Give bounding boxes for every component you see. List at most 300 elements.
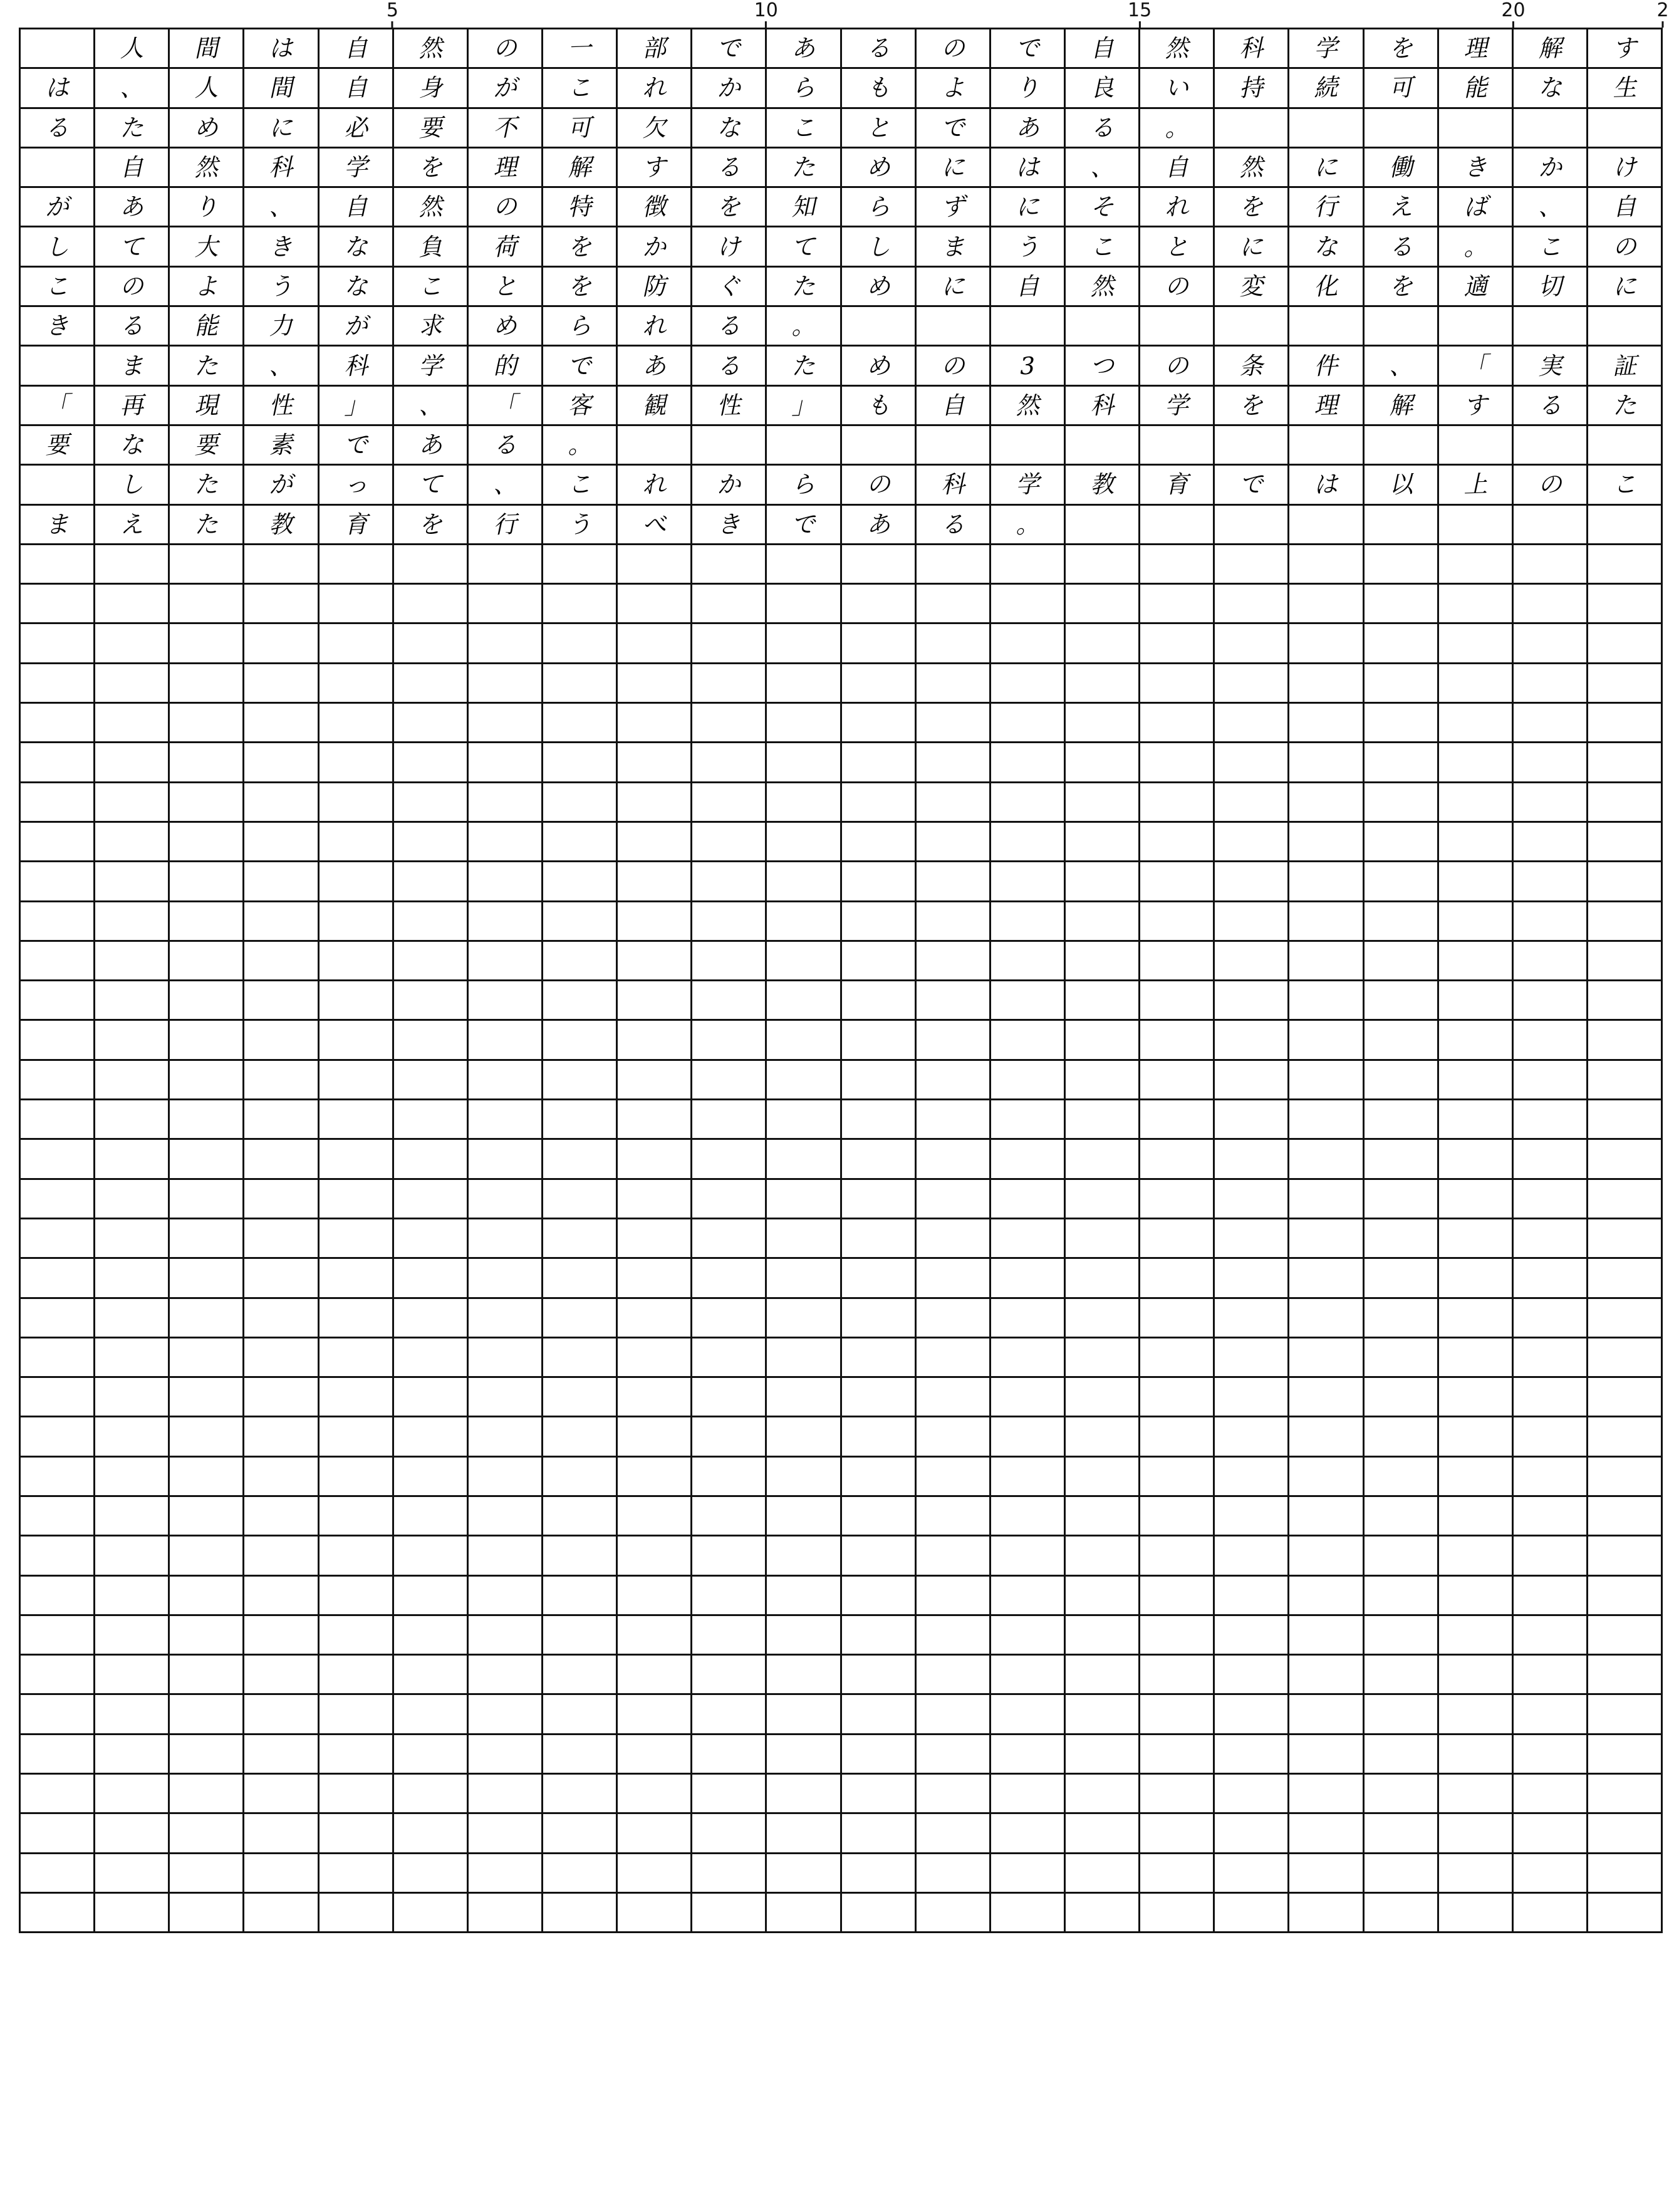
manuscript-cell[interactable] xyxy=(917,585,991,624)
manuscript-cell[interactable] xyxy=(1514,347,1588,386)
manuscript-cell[interactable] xyxy=(1439,307,1514,347)
manuscript-cell[interactable] xyxy=(842,1695,917,1735)
manuscript-cell[interactable] xyxy=(21,307,95,347)
manuscript-cell[interactable] xyxy=(1588,1021,1663,1060)
manuscript-cell[interactable] xyxy=(320,426,394,466)
manuscript-cell[interactable] xyxy=(1588,1417,1663,1457)
manuscript-cell[interactable] xyxy=(991,1894,1066,1933)
manuscript-cell[interactable] xyxy=(692,1180,767,1219)
manuscript-cell[interactable] xyxy=(244,545,319,585)
manuscript-cell[interactable] xyxy=(618,1735,692,1775)
manuscript-cell[interactable] xyxy=(1588,506,1663,545)
manuscript-cell[interactable] xyxy=(842,783,917,823)
manuscript-cell[interactable] xyxy=(244,1180,319,1219)
manuscript-cell[interactable] xyxy=(170,942,244,981)
manuscript-cell[interactable] xyxy=(1289,545,1364,585)
manuscript-cell[interactable] xyxy=(1289,624,1364,664)
manuscript-cell[interactable] xyxy=(1289,1259,1364,1298)
manuscript-cell[interactable] xyxy=(1215,783,1289,823)
manuscript-cell[interactable] xyxy=(95,149,170,188)
manuscript-cell[interactable] xyxy=(21,1338,95,1378)
manuscript-cell[interactable] xyxy=(1514,1417,1588,1457)
manuscript-cell[interactable] xyxy=(767,347,841,386)
manuscript-cell[interactable] xyxy=(95,1695,170,1735)
manuscript-cell[interactable] xyxy=(170,545,244,585)
manuscript-cell[interactable] xyxy=(1215,1061,1289,1100)
manuscript-cell[interactable] xyxy=(543,1497,618,1536)
manuscript-cell[interactable] xyxy=(1588,466,1663,505)
manuscript-cell[interactable] xyxy=(1289,387,1364,426)
manuscript-cell[interactable] xyxy=(1066,1338,1140,1378)
manuscript-cell[interactable] xyxy=(692,823,767,862)
manuscript-cell[interactable] xyxy=(394,1219,469,1259)
manuscript-cell[interactable] xyxy=(618,1616,692,1656)
manuscript-cell[interactable] xyxy=(1215,227,1289,267)
manuscript-cell[interactable] xyxy=(991,1299,1066,1338)
manuscript-cell[interactable] xyxy=(842,268,917,307)
manuscript-cell[interactable] xyxy=(1439,1458,1514,1497)
manuscript-cell[interactable] xyxy=(618,862,692,902)
manuscript-cell[interactable] xyxy=(170,1458,244,1497)
manuscript-cell[interactable] xyxy=(21,29,95,69)
manuscript-cell[interactable] xyxy=(95,1219,170,1259)
manuscript-cell[interactable] xyxy=(917,704,991,743)
manuscript-cell[interactable] xyxy=(1289,1656,1364,1695)
manuscript-cell[interactable] xyxy=(21,1616,95,1656)
manuscript-cell[interactable] xyxy=(1215,1616,1289,1656)
manuscript-cell[interactable] xyxy=(1439,981,1514,1021)
manuscript-cell[interactable] xyxy=(1588,426,1663,466)
manuscript-cell[interactable] xyxy=(320,585,394,624)
manuscript-cell[interactable] xyxy=(1289,1854,1364,1894)
manuscript-cell[interactable] xyxy=(1439,942,1514,981)
manuscript-cell[interactable] xyxy=(469,981,543,1021)
manuscript-cell[interactable] xyxy=(842,862,917,902)
manuscript-cell[interactable] xyxy=(1514,1299,1588,1338)
manuscript-cell[interactable] xyxy=(469,506,543,545)
manuscript-cell[interactable] xyxy=(394,1894,469,1933)
manuscript-cell[interactable] xyxy=(543,902,618,942)
manuscript-cell[interactable] xyxy=(1439,1021,1514,1060)
manuscript-cell[interactable] xyxy=(618,1219,692,1259)
manuscript-cell[interactable] xyxy=(1588,1695,1663,1735)
manuscript-cell[interactable] xyxy=(917,545,991,585)
manuscript-cell[interactable] xyxy=(469,1180,543,1219)
manuscript-cell[interactable] xyxy=(21,1775,95,1814)
manuscript-cell[interactable] xyxy=(842,1259,917,1298)
manuscript-cell[interactable] xyxy=(618,664,692,704)
manuscript-cell[interactable] xyxy=(692,307,767,347)
manuscript-cell[interactable] xyxy=(692,1577,767,1616)
manuscript-cell[interactable] xyxy=(917,1259,991,1298)
manuscript-cell[interactable] xyxy=(543,862,618,902)
manuscript-cell[interactable] xyxy=(917,1894,991,1933)
manuscript-cell[interactable] xyxy=(394,585,469,624)
manuscript-cell[interactable] xyxy=(1514,268,1588,307)
manuscript-cell[interactable] xyxy=(917,1219,991,1259)
manuscript-cell[interactable] xyxy=(170,1695,244,1735)
manuscript-cell[interactable] xyxy=(842,545,917,585)
manuscript-cell[interactable] xyxy=(991,823,1066,862)
manuscript-cell[interactable] xyxy=(1215,29,1289,69)
manuscript-cell[interactable] xyxy=(95,1656,170,1695)
manuscript-cell[interactable] xyxy=(917,109,991,149)
manuscript-cell[interactable] xyxy=(394,1536,469,1576)
manuscript-cell[interactable] xyxy=(1289,347,1364,386)
manuscript-cell[interactable] xyxy=(244,307,319,347)
manuscript-cell[interactable] xyxy=(543,69,618,108)
manuscript-cell[interactable] xyxy=(1140,902,1215,942)
manuscript-cell[interactable] xyxy=(394,1259,469,1298)
manuscript-cell[interactable] xyxy=(1066,783,1140,823)
manuscript-cell[interactable] xyxy=(320,1695,394,1735)
manuscript-cell[interactable] xyxy=(692,902,767,942)
manuscript-cell[interactable] xyxy=(767,1814,841,1854)
manuscript-cell[interactable] xyxy=(1289,1894,1364,1933)
manuscript-cell[interactable] xyxy=(1215,823,1289,862)
manuscript-cell[interactable] xyxy=(692,743,767,783)
manuscript-cell[interactable] xyxy=(767,1180,841,1219)
manuscript-cell[interactable] xyxy=(543,307,618,347)
manuscript-cell[interactable] xyxy=(1140,624,1215,664)
manuscript-cell[interactable] xyxy=(767,1695,841,1735)
manuscript-cell[interactable] xyxy=(543,1577,618,1616)
manuscript-cell[interactable] xyxy=(767,902,841,942)
manuscript-cell[interactable] xyxy=(1140,69,1215,108)
manuscript-cell[interactable] xyxy=(1215,1735,1289,1775)
manuscript-cell[interactable] xyxy=(1140,1417,1215,1457)
manuscript-cell[interactable] xyxy=(1588,347,1663,386)
manuscript-cell[interactable] xyxy=(543,783,618,823)
manuscript-cell[interactable] xyxy=(917,1100,991,1140)
manuscript-cell[interactable] xyxy=(320,188,394,227)
manuscript-cell[interactable] xyxy=(1514,1656,1588,1695)
manuscript-cell[interactable] xyxy=(170,506,244,545)
manuscript-cell[interactable] xyxy=(917,227,991,267)
manuscript-cell[interactable] xyxy=(1439,862,1514,902)
manuscript-cell[interactable] xyxy=(767,1299,841,1338)
manuscript-cell[interactable] xyxy=(1514,585,1588,624)
manuscript-cell[interactable] xyxy=(1066,1854,1140,1894)
manuscript-cell[interactable] xyxy=(842,69,917,108)
manuscript-cell[interactable] xyxy=(95,1814,170,1854)
manuscript-cell[interactable] xyxy=(1289,1061,1364,1100)
manuscript-cell[interactable] xyxy=(469,149,543,188)
manuscript-cell[interactable] xyxy=(1140,149,1215,188)
manuscript-cell[interactable] xyxy=(1066,347,1140,386)
manuscript-cell[interactable] xyxy=(1140,1180,1215,1219)
manuscript-cell[interactable] xyxy=(394,188,469,227)
manuscript-cell[interactable] xyxy=(21,981,95,1021)
manuscript-cell[interactable] xyxy=(618,1656,692,1695)
manuscript-cell[interactable] xyxy=(1289,149,1364,188)
manuscript-cell[interactable] xyxy=(1439,1695,1514,1735)
manuscript-cell[interactable] xyxy=(842,1338,917,1378)
manuscript-cell[interactable] xyxy=(917,1656,991,1695)
manuscript-cell[interactable] xyxy=(842,704,917,743)
manuscript-cell[interactable] xyxy=(917,387,991,426)
manuscript-cell[interactable] xyxy=(1439,1338,1514,1378)
manuscript-cell[interactable] xyxy=(320,1775,394,1814)
manuscript-cell[interactable] xyxy=(21,1180,95,1219)
manuscript-cell[interactable] xyxy=(767,188,841,227)
manuscript-cell[interactable] xyxy=(842,664,917,704)
manuscript-cell[interactable] xyxy=(1289,1616,1364,1656)
manuscript-cell[interactable] xyxy=(991,1775,1066,1814)
manuscript-cell[interactable] xyxy=(1439,387,1514,426)
manuscript-cell[interactable] xyxy=(1215,1814,1289,1854)
manuscript-cell[interactable] xyxy=(692,1775,767,1814)
manuscript-cell[interactable] xyxy=(1289,29,1364,69)
manuscript-cell[interactable] xyxy=(917,268,991,307)
manuscript-cell[interactable] xyxy=(1289,1100,1364,1140)
manuscript-cell[interactable] xyxy=(1514,1735,1588,1775)
manuscript-cell[interactable] xyxy=(991,1021,1066,1060)
manuscript-cell[interactable] xyxy=(170,743,244,783)
manuscript-cell[interactable] xyxy=(244,268,319,307)
manuscript-cell[interactable] xyxy=(244,1616,319,1656)
manuscript-cell[interactable] xyxy=(469,109,543,149)
manuscript-cell[interactable] xyxy=(320,506,394,545)
manuscript-cell[interactable] xyxy=(1066,1061,1140,1100)
manuscript-cell[interactable] xyxy=(1289,704,1364,743)
manuscript-cell[interactable] xyxy=(1140,1735,1215,1775)
manuscript-cell[interactable] xyxy=(1140,823,1215,862)
manuscript-cell[interactable] xyxy=(842,1061,917,1100)
manuscript-cell[interactable] xyxy=(1066,862,1140,902)
manuscript-cell[interactable] xyxy=(244,902,319,942)
manuscript-cell[interactable] xyxy=(394,981,469,1021)
manuscript-cell[interactable] xyxy=(394,506,469,545)
manuscript-cell[interactable] xyxy=(1514,1180,1588,1219)
manuscript-cell[interactable] xyxy=(469,1338,543,1378)
manuscript-cell[interactable] xyxy=(1514,149,1588,188)
manuscript-cell[interactable] xyxy=(95,466,170,505)
manuscript-cell[interactable] xyxy=(244,1100,319,1140)
manuscript-cell[interactable] xyxy=(1066,1695,1140,1735)
manuscript-cell[interactable] xyxy=(1514,783,1588,823)
manuscript-cell[interactable] xyxy=(21,188,95,227)
manuscript-cell[interactable] xyxy=(21,1219,95,1259)
manuscript-cell[interactable] xyxy=(618,1497,692,1536)
manuscript-cell[interactable] xyxy=(320,268,394,307)
manuscript-cell[interactable] xyxy=(469,29,543,69)
manuscript-cell[interactable] xyxy=(244,1536,319,1576)
manuscript-cell[interactable] xyxy=(21,69,95,108)
manuscript-cell[interactable] xyxy=(1215,109,1289,149)
manuscript-cell[interactable] xyxy=(1215,1577,1289,1616)
manuscript-cell[interactable] xyxy=(1140,783,1215,823)
manuscript-cell[interactable] xyxy=(767,1021,841,1060)
manuscript-cell[interactable] xyxy=(842,506,917,545)
manuscript-cell[interactable] xyxy=(469,1378,543,1417)
manuscript-cell[interactable] xyxy=(692,545,767,585)
manuscript-cell[interactable] xyxy=(21,1894,95,1933)
manuscript-cell[interactable] xyxy=(469,1219,543,1259)
manuscript-cell[interactable] xyxy=(917,347,991,386)
manuscript-cell[interactable] xyxy=(917,1536,991,1576)
manuscript-cell[interactable] xyxy=(1140,942,1215,981)
manuscript-cell[interactable] xyxy=(21,268,95,307)
manuscript-cell[interactable] xyxy=(1514,1219,1588,1259)
manuscript-cell[interactable] xyxy=(618,1061,692,1100)
manuscript-cell[interactable] xyxy=(1215,585,1289,624)
manuscript-cell[interactable] xyxy=(842,1854,917,1894)
manuscript-cell[interactable] xyxy=(1588,1299,1663,1338)
manuscript-cell[interactable] xyxy=(1439,1775,1514,1814)
manuscript-cell[interactable] xyxy=(394,1656,469,1695)
manuscript-cell[interactable] xyxy=(692,1814,767,1854)
manuscript-cell[interactable] xyxy=(95,1458,170,1497)
manuscript-cell[interactable] xyxy=(1289,1180,1364,1219)
manuscript-cell[interactable] xyxy=(320,347,394,386)
manuscript-cell[interactable] xyxy=(1365,1100,1439,1140)
manuscript-cell[interactable] xyxy=(394,227,469,267)
manuscript-cell[interactable] xyxy=(1588,268,1663,307)
manuscript-cell[interactable] xyxy=(394,149,469,188)
manuscript-cell[interactable] xyxy=(917,743,991,783)
manuscript-cell[interactable] xyxy=(320,1180,394,1219)
manuscript-cell[interactable] xyxy=(618,743,692,783)
manuscript-cell[interactable] xyxy=(1066,1458,1140,1497)
manuscript-cell[interactable] xyxy=(1140,1140,1215,1179)
manuscript-cell[interactable] xyxy=(1289,69,1364,108)
manuscript-cell[interactable] xyxy=(469,1656,543,1695)
manuscript-cell[interactable] xyxy=(1365,188,1439,227)
manuscript-cell[interactable] xyxy=(767,664,841,704)
manuscript-cell[interactable] xyxy=(1215,743,1289,783)
manuscript-cell[interactable] xyxy=(170,1775,244,1814)
manuscript-cell[interactable] xyxy=(1514,664,1588,704)
manuscript-cell[interactable] xyxy=(469,1259,543,1298)
manuscript-cell[interactable] xyxy=(767,1735,841,1775)
manuscript-cell[interactable] xyxy=(244,1378,319,1417)
manuscript-cell[interactable] xyxy=(767,1894,841,1933)
manuscript-cell[interactable] xyxy=(842,1536,917,1576)
manuscript-cell[interactable] xyxy=(618,981,692,1021)
manuscript-cell[interactable] xyxy=(320,823,394,862)
manuscript-cell[interactable] xyxy=(170,1417,244,1457)
manuscript-cell[interactable] xyxy=(95,902,170,942)
manuscript-cell[interactable] xyxy=(1514,1061,1588,1100)
manuscript-cell[interactable] xyxy=(692,862,767,902)
manuscript-cell[interactable] xyxy=(1140,1616,1215,1656)
manuscript-cell[interactable] xyxy=(320,1577,394,1616)
manuscript-cell[interactable] xyxy=(543,149,618,188)
manuscript-cell[interactable] xyxy=(1588,1735,1663,1775)
manuscript-cell[interactable] xyxy=(767,981,841,1021)
manuscript-cell[interactable] xyxy=(1289,227,1364,267)
manuscript-cell[interactable] xyxy=(1215,188,1289,227)
manuscript-cell[interactable] xyxy=(917,506,991,545)
manuscript-cell[interactable] xyxy=(320,466,394,505)
manuscript-cell[interactable] xyxy=(95,1100,170,1140)
manuscript-cell[interactable] xyxy=(991,268,1066,307)
manuscript-cell[interactable] xyxy=(1439,1894,1514,1933)
manuscript-cell[interactable] xyxy=(543,1656,618,1695)
manuscript-cell[interactable] xyxy=(1066,545,1140,585)
manuscript-cell[interactable] xyxy=(618,506,692,545)
manuscript-cell[interactable] xyxy=(95,704,170,743)
manuscript-cell[interactable] xyxy=(170,268,244,307)
manuscript-cell[interactable] xyxy=(767,387,841,426)
manuscript-cell[interactable] xyxy=(692,227,767,267)
manuscript-cell[interactable] xyxy=(1365,347,1439,386)
manuscript-cell[interactable] xyxy=(394,347,469,386)
manuscript-cell[interactable] xyxy=(767,1775,841,1814)
manuscript-cell[interactable] xyxy=(320,149,394,188)
manuscript-cell[interactable] xyxy=(1140,1775,1215,1814)
manuscript-cell[interactable] xyxy=(1439,466,1514,505)
manuscript-cell[interactable] xyxy=(1365,902,1439,942)
manuscript-cell[interactable] xyxy=(1439,1180,1514,1219)
manuscript-cell[interactable] xyxy=(1140,664,1215,704)
manuscript-cell[interactable] xyxy=(543,1299,618,1338)
manuscript-cell[interactable] xyxy=(1289,1735,1364,1775)
manuscript-cell[interactable] xyxy=(692,29,767,69)
manuscript-cell[interactable] xyxy=(1289,1775,1364,1814)
manuscript-cell[interactable] xyxy=(543,1219,618,1259)
manuscript-cell[interactable] xyxy=(1066,1775,1140,1814)
manuscript-cell[interactable] xyxy=(394,624,469,664)
manuscript-cell[interactable] xyxy=(95,1299,170,1338)
manuscript-cell[interactable] xyxy=(1066,1735,1140,1775)
manuscript-cell[interactable] xyxy=(1365,1061,1439,1100)
manuscript-cell[interactable] xyxy=(244,783,319,823)
manuscript-cell[interactable] xyxy=(618,783,692,823)
manuscript-cell[interactable] xyxy=(1514,1021,1588,1060)
manuscript-cell[interactable] xyxy=(1140,1259,1215,1298)
manuscript-cell[interactable] xyxy=(95,1417,170,1457)
manuscript-cell[interactable] xyxy=(1365,743,1439,783)
manuscript-cell[interactable] xyxy=(1365,506,1439,545)
manuscript-cell[interactable] xyxy=(1439,1656,1514,1695)
manuscript-cell[interactable] xyxy=(618,1536,692,1576)
manuscript-cell[interactable] xyxy=(320,624,394,664)
manuscript-cell[interactable] xyxy=(692,387,767,426)
manuscript-cell[interactable] xyxy=(170,1536,244,1576)
manuscript-cell[interactable] xyxy=(1588,783,1663,823)
manuscript-cell[interactable] xyxy=(21,1814,95,1854)
manuscript-cell[interactable] xyxy=(543,268,618,307)
manuscript-cell[interactable] xyxy=(1215,1656,1289,1695)
manuscript-cell[interactable] xyxy=(618,1338,692,1378)
manuscript-cell[interactable] xyxy=(1066,1140,1140,1179)
manuscript-cell[interactable] xyxy=(1289,1695,1364,1735)
manuscript-cell[interactable] xyxy=(1365,69,1439,108)
manuscript-cell[interactable] xyxy=(1588,69,1663,108)
manuscript-cell[interactable] xyxy=(1066,942,1140,981)
manuscript-cell[interactable] xyxy=(1439,29,1514,69)
manuscript-cell[interactable] xyxy=(1289,664,1364,704)
manuscript-cell[interactable] xyxy=(991,664,1066,704)
manuscript-cell[interactable] xyxy=(244,506,319,545)
manuscript-cell[interactable] xyxy=(95,1616,170,1656)
manuscript-cell[interactable] xyxy=(394,69,469,108)
manuscript-cell[interactable] xyxy=(842,823,917,862)
manuscript-cell[interactable] xyxy=(320,29,394,69)
manuscript-cell[interactable] xyxy=(21,466,95,505)
manuscript-cell[interactable] xyxy=(1439,1100,1514,1140)
manuscript-cell[interactable] xyxy=(320,109,394,149)
manuscript-cell[interactable] xyxy=(1215,1180,1289,1219)
manuscript-cell[interactable] xyxy=(1215,1417,1289,1457)
manuscript-cell[interactable] xyxy=(917,1735,991,1775)
manuscript-cell[interactable] xyxy=(394,1458,469,1497)
manuscript-cell[interactable] xyxy=(320,1497,394,1536)
manuscript-cell[interactable] xyxy=(1289,109,1364,149)
manuscript-cell[interactable] xyxy=(244,466,319,505)
